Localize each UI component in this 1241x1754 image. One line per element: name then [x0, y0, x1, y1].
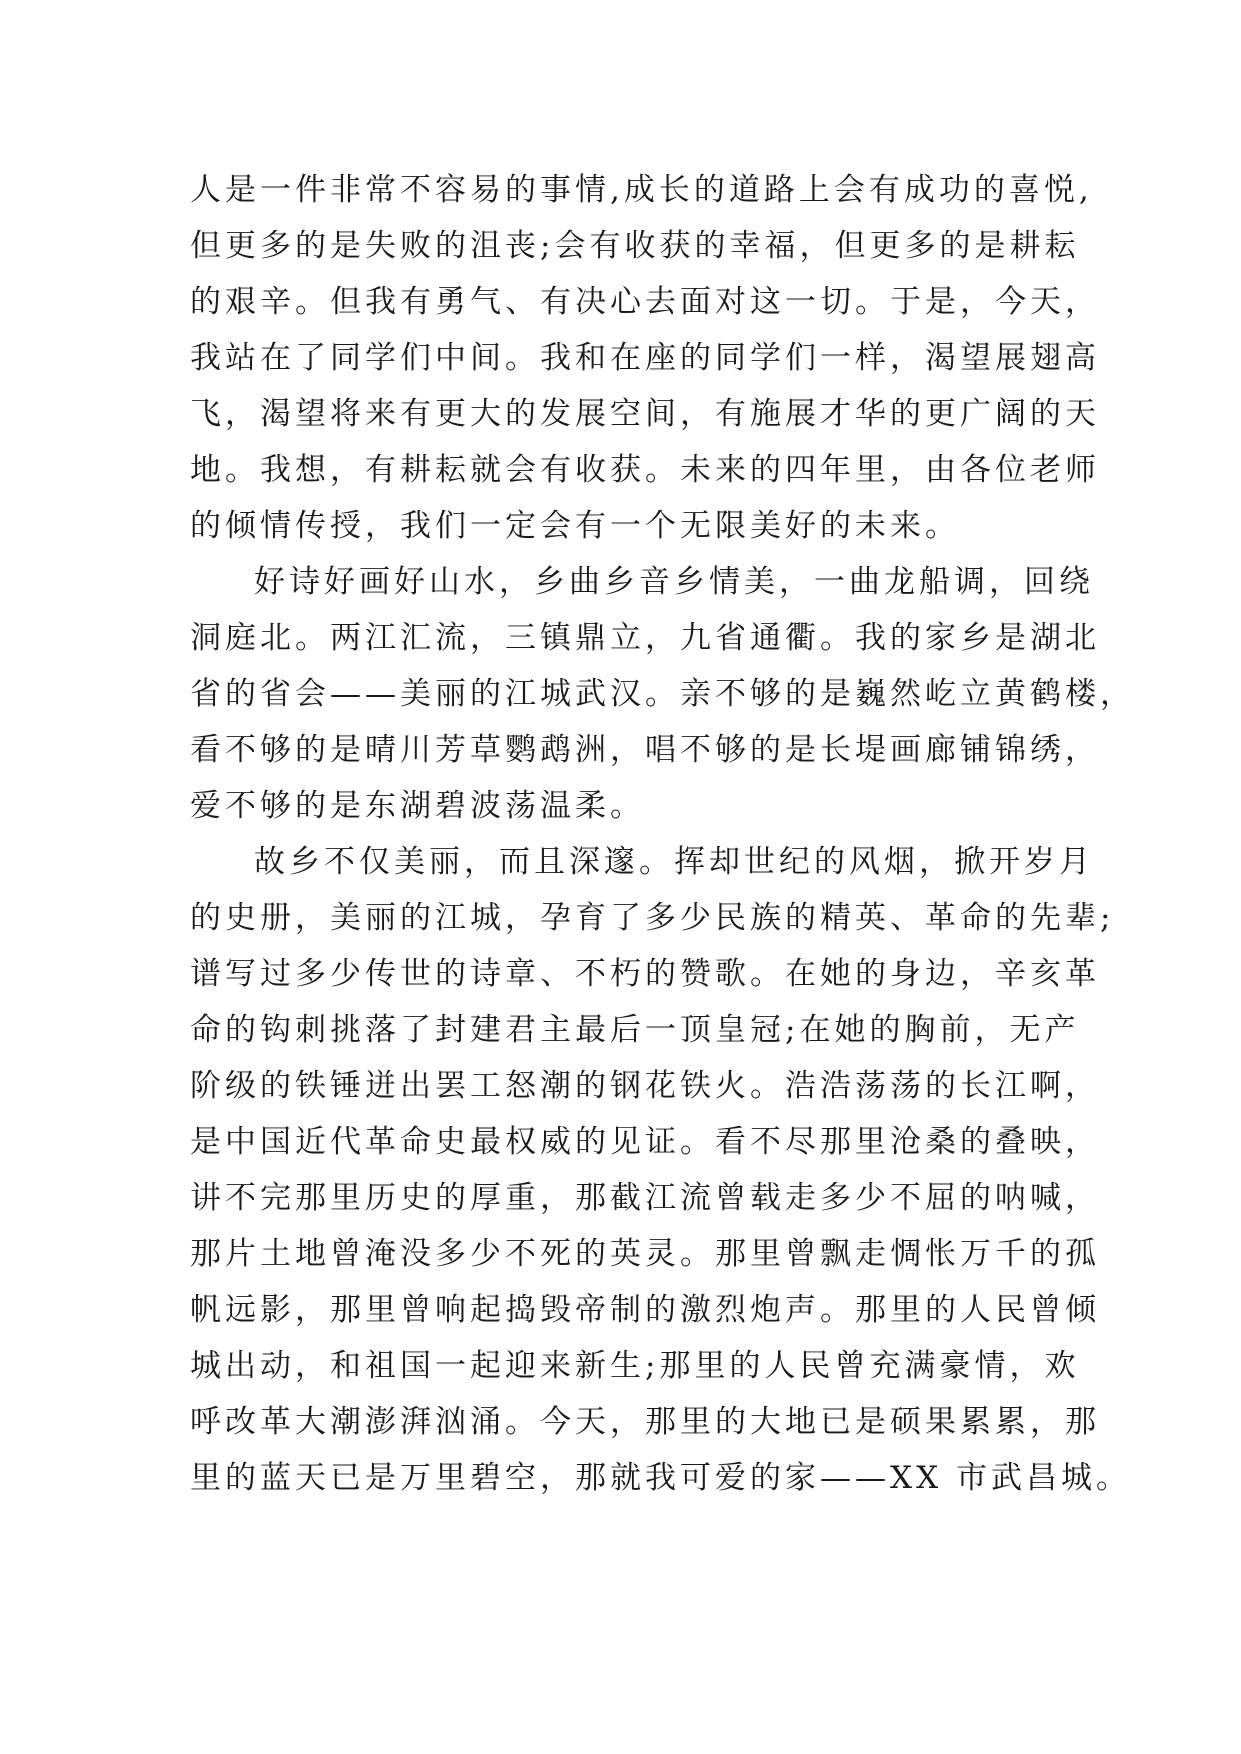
paragraph-2: [190, 554, 1135, 834]
text-line: 地。我想，有耕耘就会有收获。未来的四年里，由各位老师: [190, 452, 1100, 488]
text-line: 的艰辛。但我有勇气、有决心去面对这一切。于是，今天，: [190, 284, 1100, 320]
text-line: 里的蓝天已是万里碧空，那就我可爱的家——XX 市武昌城。: [190, 1460, 1131, 1496]
text-line: 城出动，和祖国一起迎来新生;那里的人民曾充满豪情，欢: [190, 1348, 1080, 1384]
text-line: 那片土地曾淹没多少不死的英灵。那里曾飘走惆怅万千的孤: [190, 1236, 1100, 1272]
text-line: 好诗好画好山水，乡曲乡音乡情美，一曲龙船调，回绕: [254, 564, 1094, 600]
paragraph-3: [190, 834, 1131, 1506]
text-line: 的史册，美丽的江城，孕育了多少民族的精英、革命的先辈;: [190, 900, 1115, 936]
text-line: 故乡不仅美丽，而且深邃。挥却世纪的风烟，掀开岁月: [254, 844, 1094, 880]
text-line: 人是一件非常不容易的事情,成长的道路上会有成功的喜悦,: [190, 172, 1093, 208]
text-line: 我站在了同学们中间。我和在座的同学们一样，渴望展翅高: [190, 340, 1100, 376]
text-line: 谱写过多少传世的诗章、不朽的赞歌。在她的身边，辛亥革: [190, 956, 1100, 992]
text-line: 讲不完那里历史的厚重，那截江流曾载走多少不屈的呐喊，: [190, 1180, 1100, 1216]
text-line: 洞庭北。两江汇流，三镇鼎立，九省通衢。我的家乡是湖北: [190, 620, 1100, 656]
text-line: 是中国近代革命史最权威的见证。看不尽那里沧桑的叠映，: [190, 1124, 1100, 1160]
text-line: 的倾情传授，我们一定会有一个无限美好的未来。: [190, 508, 960, 544]
text-line: 爱不够的是东湖碧波荡温柔。: [190, 788, 645, 824]
text-line: 省的省会——美丽的江城武汉。亲不够的是巍然屹立黄鹤楼，: [190, 676, 1135, 712]
text-line: 帆远影，那里曾响起捣毁帝制的激烈炮声。那里的人民曾倾: [190, 1292, 1100, 1328]
text-line: 但更多的是失败的沮丧;会有收获的幸福，但更多的是耕耘: [190, 228, 1080, 264]
document-body: [190, 162, 1135, 1506]
text-line: 看不够的是晴川芳草鹦鹉洲，唱不够的是长堤画廊铺锦绣，: [190, 732, 1100, 768]
paragraph-1: [190, 162, 1100, 554]
text-line: 呼改革大潮澎湃汹涌。今天，那里的大地已是硕果累累，那: [190, 1404, 1100, 1440]
text-line: 飞，渴望将来有更大的发展空间，有施展才华的更广阔的天: [190, 396, 1100, 432]
text-line: 命的钩刺挑落了封建君主最后一顶皇冠;在她的胸前，无产: [190, 1012, 1080, 1048]
text-line: 阶级的铁锤迸出罢工怒潮的钢花铁火。浩浩荡荡的长江啊，: [190, 1068, 1100, 1104]
